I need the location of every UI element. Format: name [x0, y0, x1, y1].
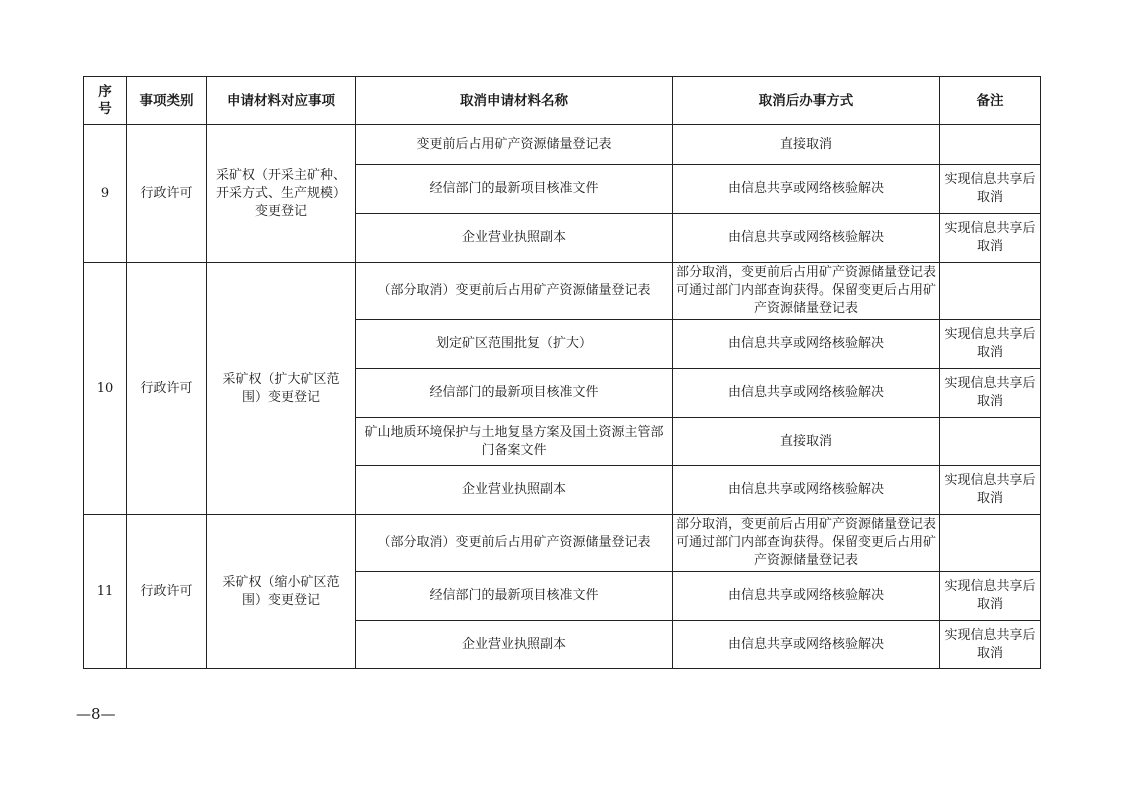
page-number: —8— — [76, 705, 116, 723]
header-category: 事项类别 — [127, 77, 207, 125]
remark-cell: 实现信息共享后取消 — [940, 466, 1041, 515]
material-cell: 经信部门的最新项目核准文件 — [356, 165, 673, 214]
material-cell: 企业营业执照副本 — [356, 466, 673, 515]
material-cell: 企业营业执照副本 — [356, 621, 673, 669]
table-row — [84, 515, 1041, 572]
serial-number-cell: 9 — [84, 125, 127, 263]
category-cell: 行政许可 — [127, 515, 207, 669]
category-cell: 行政许可 — [127, 263, 207, 515]
material-cell: （部分取消）变更前后占用矿产资源储量登记表 — [356, 515, 673, 572]
method-cell: 由信息共享或网络核验解决 — [673, 466, 940, 515]
method-cell: 直接取消 — [673, 125, 940, 165]
header-method: 取消后办事方式 — [673, 77, 940, 125]
method-cell: 由信息共享或网络核验解决 — [673, 165, 940, 214]
remark-cell: 实现信息共享后取消 — [940, 165, 1041, 214]
material-cell: 企业营业执照副本 — [356, 214, 673, 263]
method-cell: 由信息共享或网络核验解决 — [673, 621, 940, 669]
matter-cell: 采矿权（缩小矿区范围）变更登记 — [207, 515, 356, 669]
table-row — [84, 125, 1041, 165]
header-remark: 备注 — [940, 77, 1041, 125]
serial-number-cell: 10 — [84, 263, 127, 515]
matter-cell: 采矿权（开采主矿种、开采方式、生产规模）变更登记 — [207, 125, 356, 263]
remark-cell — [940, 515, 1041, 572]
cancellation-table — [83, 76, 1041, 669]
material-cell: 划定矿区范围批复（扩大） — [356, 320, 673, 369]
remark-cell: 实现信息共享后取消 — [940, 369, 1041, 418]
table-header-row — [84, 77, 1041, 125]
header-serial-number: 序 号 — [84, 77, 127, 125]
matter-cell: 采矿权（扩大矿区范围）变更登记 — [207, 263, 356, 515]
material-cell: 变更前后占用矿产资源储量登记表 — [356, 125, 673, 165]
remark-cell — [940, 418, 1041, 466]
remark-cell: 实现信息共享后取消 — [940, 572, 1041, 621]
table-row — [84, 263, 1041, 320]
method-cell: 部分取消，变更前后占用矿产资源储量登记表可通过部门内部查询获得。保留变更后占用矿产资源储量登记表 — [673, 263, 940, 320]
category-cell: 行政许可 — [127, 125, 207, 263]
method-cell: 由信息共享或网络核验解决 — [673, 320, 940, 369]
remark-cell — [940, 263, 1041, 320]
remark-cell — [940, 125, 1041, 165]
remark-cell: 实现信息共享后取消 — [940, 320, 1041, 369]
material-cell: （部分取消）变更前后占用矿产资源储量登记表 — [356, 263, 673, 320]
method-cell: 直接取消 — [673, 418, 940, 466]
remark-cell: 实现信息共享后取消 — [940, 621, 1041, 669]
header-material: 取消申请材料名称 — [356, 77, 673, 125]
material-cell: 矿山地质环境保护与土地复垦方案及国土资源主管部门备案文件 — [356, 418, 673, 466]
method-cell: 部分取消，变更前后占用矿产资源储量登记表可通过部门内部查询获得。保留变更后占用矿产资源储量登记表 — [673, 515, 940, 572]
method-cell: 由信息共享或网络核验解决 — [673, 214, 940, 263]
header-matter: 申请材料对应事项 — [207, 77, 356, 125]
method-cell: 由信息共享或网络核验解决 — [673, 369, 940, 418]
method-cell: 由信息共享或网络核验解决 — [673, 572, 940, 621]
material-cell: 经信部门的最新项目核准文件 — [356, 369, 673, 418]
serial-number-cell: 11 — [84, 515, 127, 669]
material-cell: 经信部门的最新项目核准文件 — [356, 572, 673, 621]
remark-cell: 实现信息共享后取消 — [940, 214, 1041, 263]
table-body — [84, 125, 1041, 669]
